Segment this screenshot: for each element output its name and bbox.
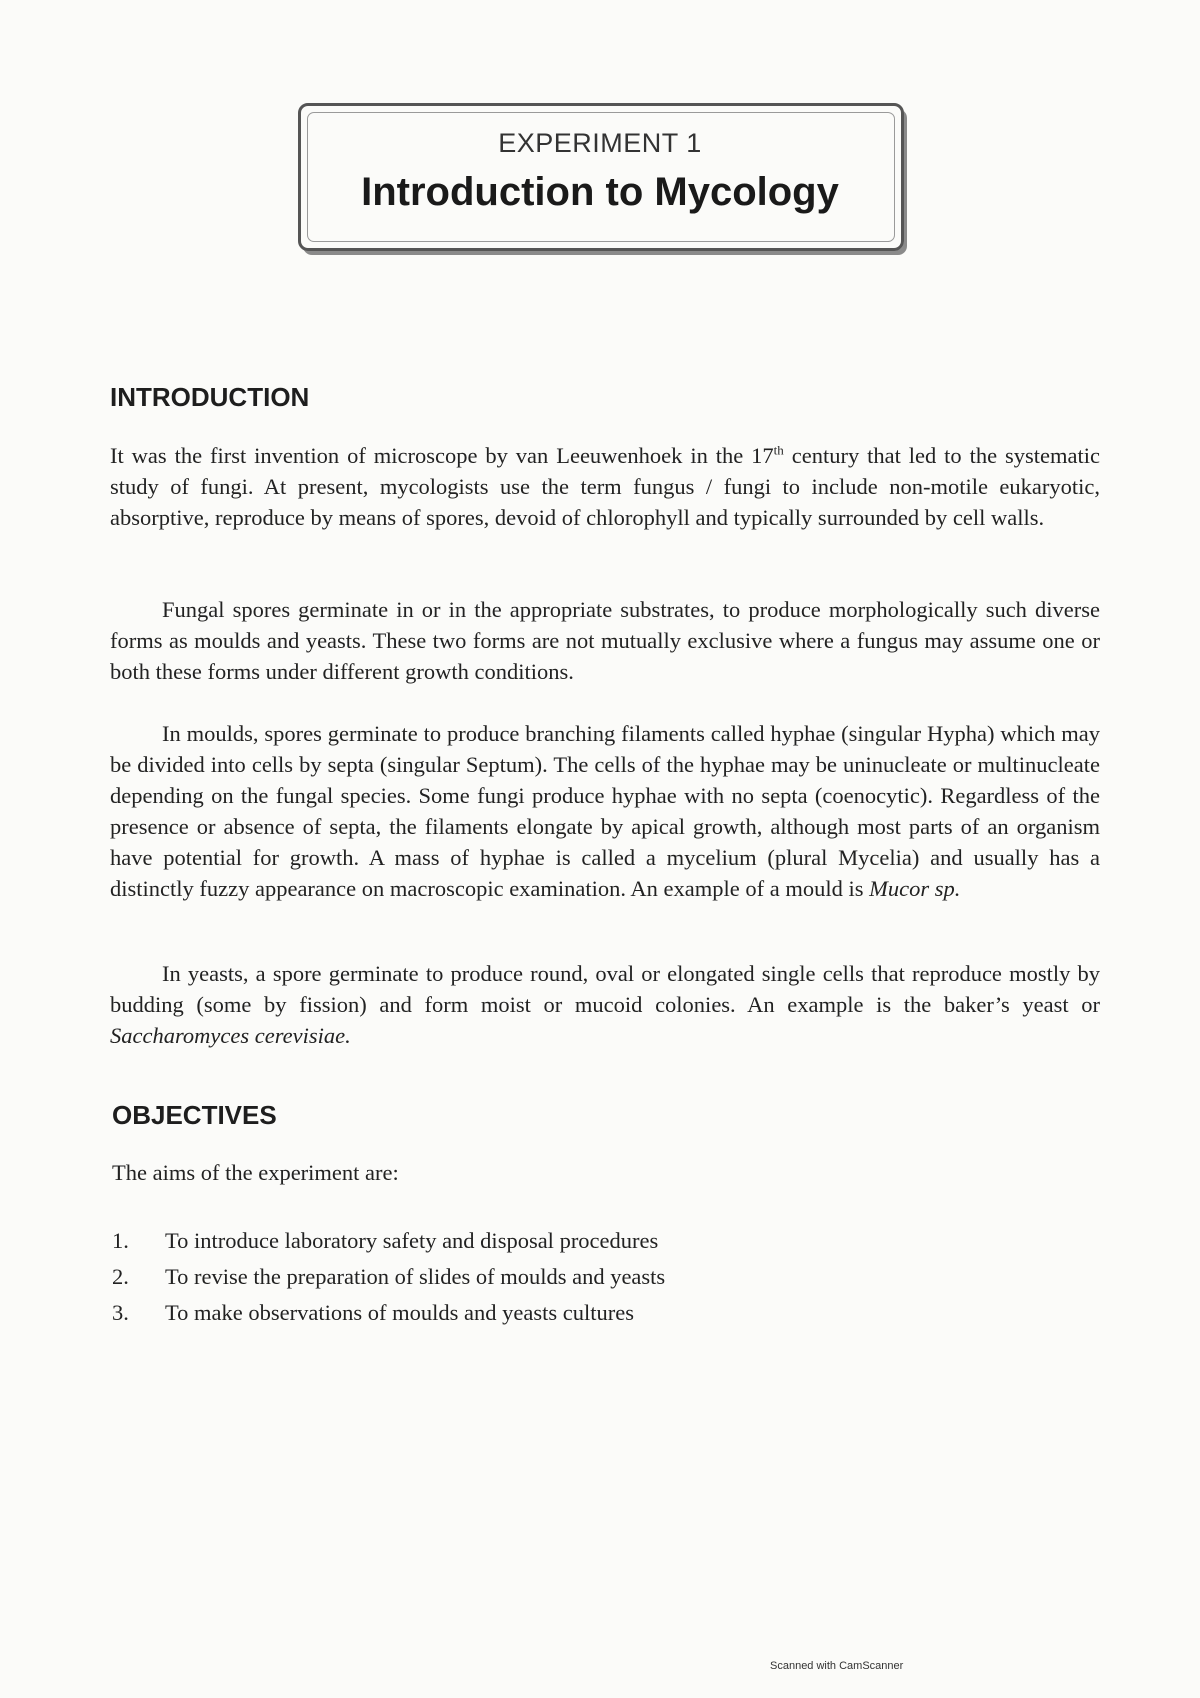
p3-text: In moulds, spores germinate to produce branching filaments called hyphae (singular Hypha) which may be divided into cells by septa (singular Septum). The cells of the hyphae may be uninucleate or multinucleate depending on the fungal species. Some fungi produce hyphae with no septa (coenocytic). Regardless of the presence or absence of septa, the filaments elongate by apical growth, although most parts of an organism have potential for growth. A mass of hyphae is called a mycelium (plural Mycelia) and usually has a distinctly fuzzy appearance on macroscopic examination. An example of a mould is	[110, 721, 1100, 901]
list-item-number: 1.	[112, 1228, 129, 1253]
scanner-watermark: Scanned with CamScanner	[770, 1660, 904, 1672]
list-item-text: To revise the preparation of slides of moulds and yeasts	[165, 1264, 666, 1289]
p4-species-name: Saccharomyces cerevisiae.	[110, 1023, 351, 1048]
list-item	[112, 1228, 665, 1264]
list-item-text: To introduce laboratory safety and disposal procedures	[165, 1228, 659, 1253]
introduction-paragraph-3	[110, 718, 1100, 904]
list-item	[112, 1264, 665, 1300]
list-item-number: 3.	[112, 1300, 129, 1325]
introduction-heading: INTRODUCTION	[110, 382, 310, 412]
introduction-paragraph-1	[110, 440, 1100, 533]
p4-text: In yeasts, a spore germinate to produce round, oval or elongated single cells that reproduce mostly by budding (some by fission) and form moist or mucoid colonies. An example is the baker’s yeast or	[110, 961, 1100, 1017]
list-item	[112, 1300, 665, 1336]
p3-species-name: Mucor sp.	[869, 876, 961, 901]
objectives-intro: The aims of the experiment are:	[112, 1160, 399, 1185]
p1-superscript: th	[773, 442, 784, 458]
objectives-list	[112, 1228, 665, 1336]
experiment-label: EXPERIMENT 1	[498, 128, 702, 158]
p1-text-end: century that led to the systematic study of fungi. At present, mycologists use the term fungus / fungi to include non-motile eukaryotic, absorptive, reproduce by means of spores, devoid of chlorophyll and typically surrounded by cell walls.	[110, 443, 1100, 530]
objectives-heading: OBJECTIVES	[112, 1100, 277, 1130]
introduction-paragraph-2: Fungal spores germinate in or in the appropriate substrates, to produce morphologically such diverse forms as moulds and yeasts. These two forms are not mutually exclusive where a fungus may assume one or both these forms under different growth conditions.	[110, 597, 1100, 684]
document-title: Introduction to Mycology	[361, 170, 839, 214]
introduction-paragraph-4	[110, 958, 1100, 1051]
list-item-text: To make observations of moulds and yeasts cultures	[165, 1300, 634, 1325]
list-item-number: 2.	[112, 1264, 129, 1289]
p1-text-start: It was the first invention of microscope by van Leeuwenhoek in the 17	[110, 443, 774, 468]
